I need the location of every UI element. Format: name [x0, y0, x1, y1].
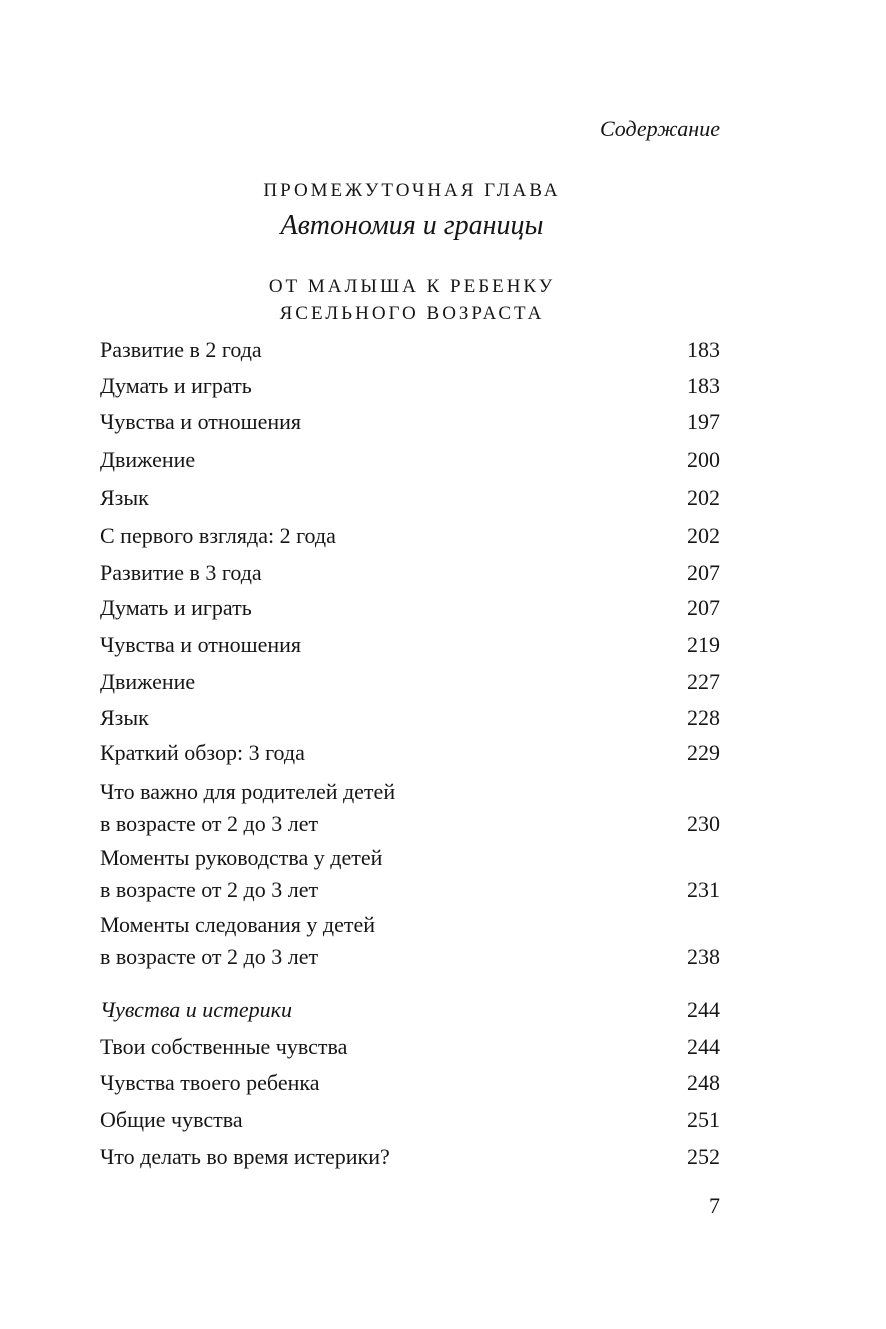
toc-entry[interactable]	[100, 520, 720, 552]
toc-page-number: 238	[687, 944, 720, 969]
toc-label: в возрасте от 2 до 3 лет	[100, 877, 319, 902]
running-header: Содержание	[599, 116, 720, 141]
toc-page-number: 200	[687, 447, 720, 472]
toc-label: Твои собственные чувства	[100, 1034, 348, 1059]
toc-entry[interactable]	[100, 557, 720, 589]
section-heading	[0, 273, 824, 327]
toc-page-number: 228	[687, 705, 720, 730]
section-heading-line-1: ОТ МАЛЫША К РЕБЕНКУ	[268, 276, 556, 297]
toc-label: в возрасте от 2 до 3 лет	[100, 811, 319, 836]
toc-label-line-1: Моменты следования у детей	[100, 912, 375, 937]
toc-entry[interactable]	[100, 629, 720, 661]
toc-label: Чувства и отношения	[100, 632, 302, 657]
toc-entry[interactable]	[100, 1067, 720, 1099]
toc-label: Общие чувства	[100, 1107, 243, 1132]
toc-page-number: 183	[687, 373, 720, 398]
toc-label: Думать и играть	[100, 373, 252, 398]
chapter-label: ПРОМЕЖУТОЧНАЯ ГЛАВА	[263, 180, 561, 201]
toc-label: Чувства и истерики	[100, 997, 292, 1022]
toc-entry[interactable]	[100, 702, 720, 734]
toc-entry[interactable]	[100, 776, 720, 840]
toc-page-number: 231	[687, 877, 720, 902]
toc-entry[interactable]	[100, 842, 720, 906]
toc-entry[interactable]	[100, 482, 720, 514]
toc-label: Думать и играть	[100, 595, 252, 620]
toc-label: Что делать во время истерики?	[100, 1144, 390, 1169]
toc-page-number: 251	[687, 1107, 720, 1132]
toc-label-line-1: Моменты руководства у детей	[100, 845, 383, 870]
section-heading-line-2: ЯСЕЛЬНОГО ВОЗРАСТА	[279, 303, 545, 324]
page-number: 7	[709, 1193, 720, 1218]
toc-page-number: 244	[687, 997, 720, 1022]
toc-label: в возрасте от 2 до 3 лет	[100, 944, 319, 969]
toc-entry[interactable]	[100, 909, 720, 973]
toc-entry[interactable]	[100, 1141, 720, 1173]
toc-page-number: 197	[687, 409, 720, 434]
toc-label-line-1: Что важно для родителей детей	[100, 779, 396, 804]
toc-entry[interactable]	[100, 1104, 720, 1136]
toc-page-number: 227	[687, 669, 720, 694]
toc-page-number: 230	[687, 811, 720, 836]
toc-entry[interactable]	[100, 994, 720, 1026]
toc-label: Развитие в 2 года	[100, 337, 262, 362]
toc-page-number: 202	[687, 485, 720, 510]
toc-label: С первого взгляда: 2 года	[100, 523, 336, 548]
toc-label: Чувства твоего ребенка	[100, 1070, 320, 1095]
toc-entry[interactable]	[100, 737, 720, 769]
toc-label: Язык	[100, 485, 149, 510]
toc-label: Язык	[100, 705, 149, 730]
toc-page-number: 202	[687, 523, 720, 548]
chapter-title: Автономия и границы	[280, 210, 544, 241]
toc-entry[interactable]	[100, 1031, 720, 1063]
toc-entry[interactable]	[100, 406, 720, 438]
toc-page-number: 183	[687, 337, 720, 362]
toc-page-number: 207	[687, 595, 720, 620]
toc-entry[interactable]	[100, 370, 720, 402]
toc-entry[interactable]	[100, 444, 720, 476]
toc-page-number: 207	[687, 560, 720, 585]
toc-page-number: 219	[687, 632, 720, 657]
toc-label: Движение	[100, 669, 196, 694]
toc-entry[interactable]	[100, 666, 720, 698]
toc-label: Чувства и отношения	[100, 409, 302, 434]
toc-page-number: 244	[687, 1034, 720, 1059]
toc-entry[interactable]	[100, 334, 720, 366]
toc-page-number: 248	[687, 1070, 720, 1095]
toc-page-number: 252	[687, 1144, 720, 1169]
toc-page-number: 229	[687, 740, 720, 765]
toc-label: Краткий обзор: 3 года	[100, 740, 305, 765]
toc-entry[interactable]	[100, 592, 720, 624]
toc-label: Движение	[100, 447, 196, 472]
toc-label: Развитие в 3 года	[100, 560, 262, 585]
